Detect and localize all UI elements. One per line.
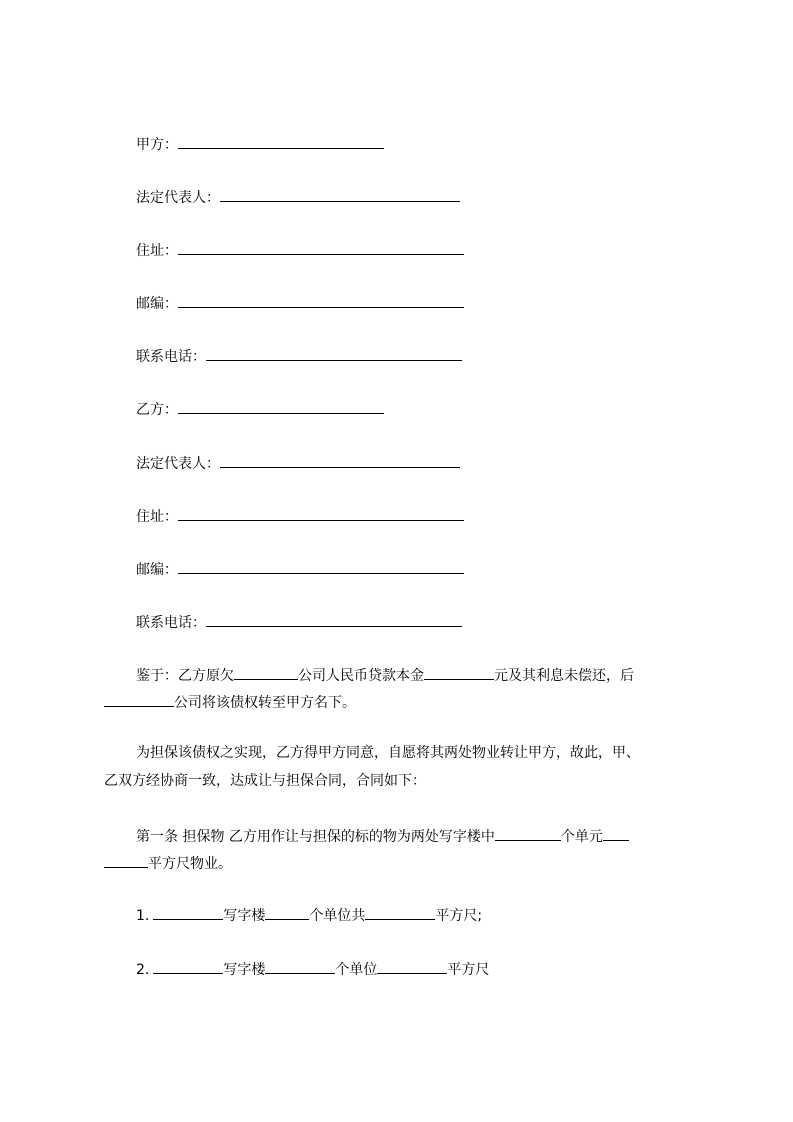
- item-2-units-blank[interactable]: [265, 958, 335, 974]
- party-b-addr-blank[interactable]: [178, 505, 464, 521]
- article-1-text-1: 第一条 担保物 乙方用作让与担保的标的物为两处写字楼中: [136, 829, 495, 845]
- recital-2-line-2: [104, 771, 426, 791]
- party-b-zip-row: [136, 558, 464, 580]
- item-1-row: [136, 904, 482, 926]
- item-2-row: [136, 958, 489, 980]
- party-b-zip-blank[interactable]: [178, 558, 464, 574]
- item-1-units-blank[interactable]: [265, 904, 309, 920]
- item-2-text-1: 写字楼: [223, 962, 266, 978]
- party-a-zip-label: 邮编：: [136, 296, 178, 312]
- area-blank-part-1[interactable]: [603, 825, 629, 841]
- recital-1-text-1: 鉴于：乙方原欠: [136, 668, 234, 684]
- party-b-zip-label: 邮编：: [136, 562, 178, 578]
- party-a-phone-label: 联系电话：: [136, 349, 206, 365]
- item-2-text-2: 个单位: [335, 962, 378, 978]
- unit-count-blank[interactable]: [495, 825, 561, 841]
- item-1-text-2: 个单位共: [309, 908, 366, 924]
- party-b-rep-blank[interactable]: [220, 452, 460, 468]
- party-b-phone-blank[interactable]: [206, 611, 462, 627]
- recital-1-text-3: 元及其利息未偿还，后: [494, 668, 634, 684]
- party-a-phone-blank[interactable]: [206, 345, 462, 361]
- item-2-number: 2.: [136, 962, 150, 978]
- area-blank-part-2[interactable]: [104, 852, 148, 868]
- recital-1-text-2: 公司人民币贷款本金: [298, 668, 424, 684]
- party-a-addr-blank[interactable]: [178, 239, 464, 255]
- party-b-addr-label: 住址：: [136, 509, 178, 525]
- assignor-company-blank[interactable]: [104, 691, 174, 707]
- item-2-text-3: 平方尺: [447, 962, 490, 978]
- party-b-rep-row: [136, 452, 460, 474]
- party-b-blank[interactable]: [178, 398, 384, 414]
- item-1-number: 1.: [136, 908, 150, 924]
- party-a-zip-blank[interactable]: [178, 292, 464, 308]
- item-2-building-blank[interactable]: [153, 958, 223, 974]
- principal-amount-blank[interactable]: [424, 664, 494, 680]
- item-1-text-3: 平方尺;: [435, 908, 483, 924]
- article-1-line-1: [136, 825, 629, 847]
- article-1-text-2: 个单元: [560, 829, 603, 845]
- party-a-blank[interactable]: [178, 133, 384, 149]
- party-a-rep-label: 法定代表人：: [136, 190, 220, 206]
- item-1-area-blank[interactable]: [365, 904, 435, 920]
- party-a-label: 甲方：: [136, 137, 178, 153]
- recital-1-line-2: [104, 691, 356, 713]
- article-1-text-3: 平方尺物业。: [148, 856, 232, 872]
- article-1-line-2: [104, 852, 232, 874]
- party-b-phone-label: 联系电话：: [136, 615, 206, 631]
- recital-1-line-1: [136, 664, 634, 686]
- party-a-rep-blank[interactable]: [220, 186, 460, 202]
- party-a-rep-row: [136, 186, 460, 208]
- party-b-row: [136, 398, 384, 420]
- party-b-rep-label: 法定代表人：: [136, 456, 220, 472]
- recital-2-text-2: 乙双方经协商一致，达成让与担保合同，合同如下：: [104, 773, 426, 789]
- party-a-phone-row: [136, 345, 462, 367]
- recital-1-text-4: 公司将该债权转至甲方名下。: [174, 695, 356, 711]
- party-b-label: 乙方：: [136, 402, 178, 418]
- item-2-area-blank[interactable]: [377, 958, 447, 974]
- party-a-addr-label: 住址：: [136, 243, 178, 259]
- party-a-zip-row: [136, 292, 464, 314]
- item-1-building-blank[interactable]: [153, 904, 223, 920]
- item-1-text-1: 写字楼: [223, 908, 266, 924]
- party-a-row: [136, 133, 384, 155]
- party-b-phone-row: [136, 611, 462, 633]
- recital-2-line-1: [136, 743, 640, 763]
- party-b-addr-row: [136, 505, 464, 527]
- creditor-company-blank[interactable]: [234, 664, 298, 680]
- recital-2-text-1: 为担保该债权之实现，乙方得甲方同意，自愿将其两处物业转让甲方，故此，甲、: [136, 745, 640, 761]
- party-a-addr-row: [136, 239, 464, 261]
